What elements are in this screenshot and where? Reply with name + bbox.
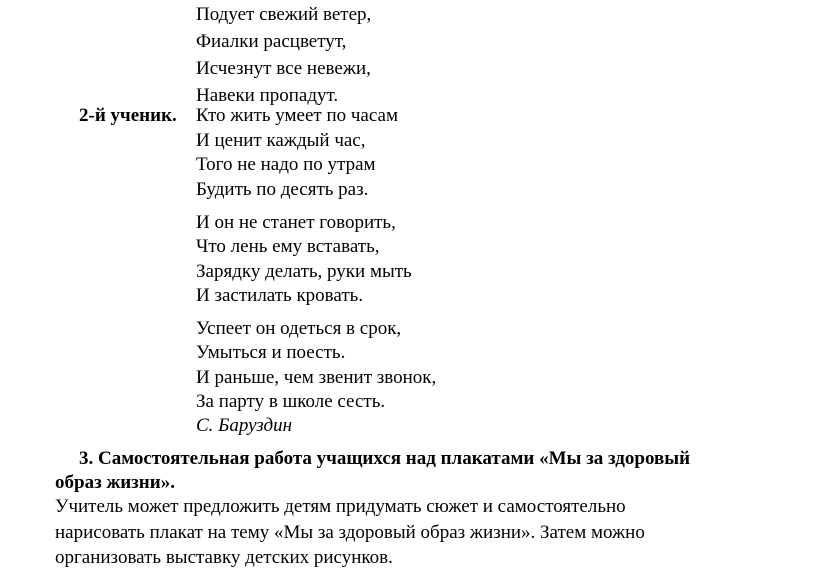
poem-line: Зарядку делать, руки мыть <box>196 261 412 282</box>
poem-line: Фиалки расцветут, <box>196 31 347 52</box>
section-heading: образ жизни». <box>55 472 175 493</box>
poem-author: С. Баруздин <box>196 415 293 436</box>
body-paragraph-line: нарисовать плакат на тему «Мы за здоровый образ жизни». Затем можно <box>55 522 645 543</box>
speaker-label: 2-й ученик. <box>79 105 177 126</box>
poem-line: Умыться и поесть. <box>196 342 346 363</box>
poem-line: Будить по десять раз. <box>196 179 369 200</box>
poem-line: Что лень ему вставать, <box>196 236 380 257</box>
poem-line: Подует свежий ветер, <box>196 4 372 25</box>
poem-line: Исчезнут все невежи, <box>196 58 371 79</box>
poem-line: И он не станет говорить, <box>196 212 396 233</box>
poem-line: Навеки пропадут. <box>196 85 339 106</box>
body-paragraph-line: Учитель может предложить детям придумать сюжет и самостоятельно <box>55 496 626 517</box>
body-paragraph-line: организовать выставку детских рисунков. <box>55 547 393 568</box>
poem-line: Того не надо по утрам <box>196 154 376 175</box>
poem-line: За парту в школе сесть. <box>196 391 386 412</box>
poem-line: И застилать кровать. <box>196 285 364 306</box>
section-heading: 3. Самостоятельная работа учащихся над плакатами «Мы за здоровый <box>79 448 691 469</box>
poem-line: Кто жить умеет по часам <box>196 105 398 126</box>
poem-line: И ценит каждый час, <box>196 130 366 151</box>
poem-line: И раньше, чем звенит звонок, <box>196 367 437 388</box>
poem-line: Успеет он одеться в срок, <box>196 318 402 339</box>
